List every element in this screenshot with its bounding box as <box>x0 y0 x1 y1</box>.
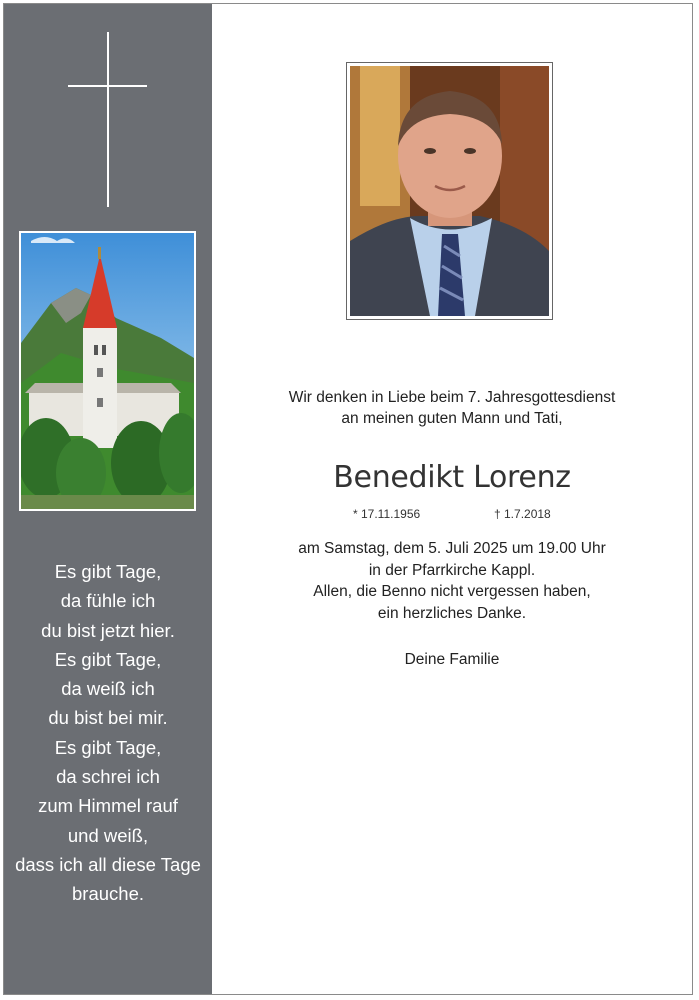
service-line: ein herzliches Danke. <box>377 604 527 622</box>
poem <box>4 557 212 909</box>
poem-line: Es gibt Tage, <box>54 736 162 758</box>
service-text <box>212 538 692 624</box>
service-line: am Samstag, dem 5. Juli 2025 um 19.00 Uhr <box>298 540 606 557</box>
poem-line: da fühle ich <box>60 590 156 612</box>
church-photo <box>19 231 196 511</box>
poem-line: da schrei ich <box>56 766 160 788</box>
portrait-photo <box>346 62 553 320</box>
memorial-card <box>3 3 693 995</box>
intro-line: an meinen guten Mann und Tati, <box>341 410 563 427</box>
family-signature: Deine Familie <box>404 651 500 668</box>
poem-line: dass ich all diese Tage <box>15 853 201 875</box>
portrait-illustration <box>350 66 549 316</box>
intro-line: Wir denken in Liebe beim 7. Jahresgottesdienst <box>288 389 616 406</box>
poem-line: Es gibt Tage, <box>54 561 162 582</box>
poem-line: du bist bei mir. <box>48 707 168 729</box>
service-line: in der Pfarrkirche Kappl. <box>368 561 536 579</box>
intro-text <box>212 387 692 429</box>
service-line: Allen, die Benno nicht vergessen haben, <box>313 583 591 600</box>
death-date: † 1.7.2018 <box>494 507 551 521</box>
deceased-name: Benedikt Lorenz <box>333 460 571 495</box>
church-illustration <box>21 233 194 509</box>
poem-line: du bist jetzt hier. <box>41 619 175 641</box>
sidebar <box>4 4 212 994</box>
poem-line: brauche. <box>72 883 144 905</box>
poem-line: und weiß, <box>67 824 149 846</box>
poem-line: da weiß ich <box>61 678 155 700</box>
poem-line: Es gibt Tage, <box>54 648 162 670</box>
poem-line: zum Himmel rauf <box>38 795 178 817</box>
birth-date: * 17.11.1956 <box>353 507 421 521</box>
